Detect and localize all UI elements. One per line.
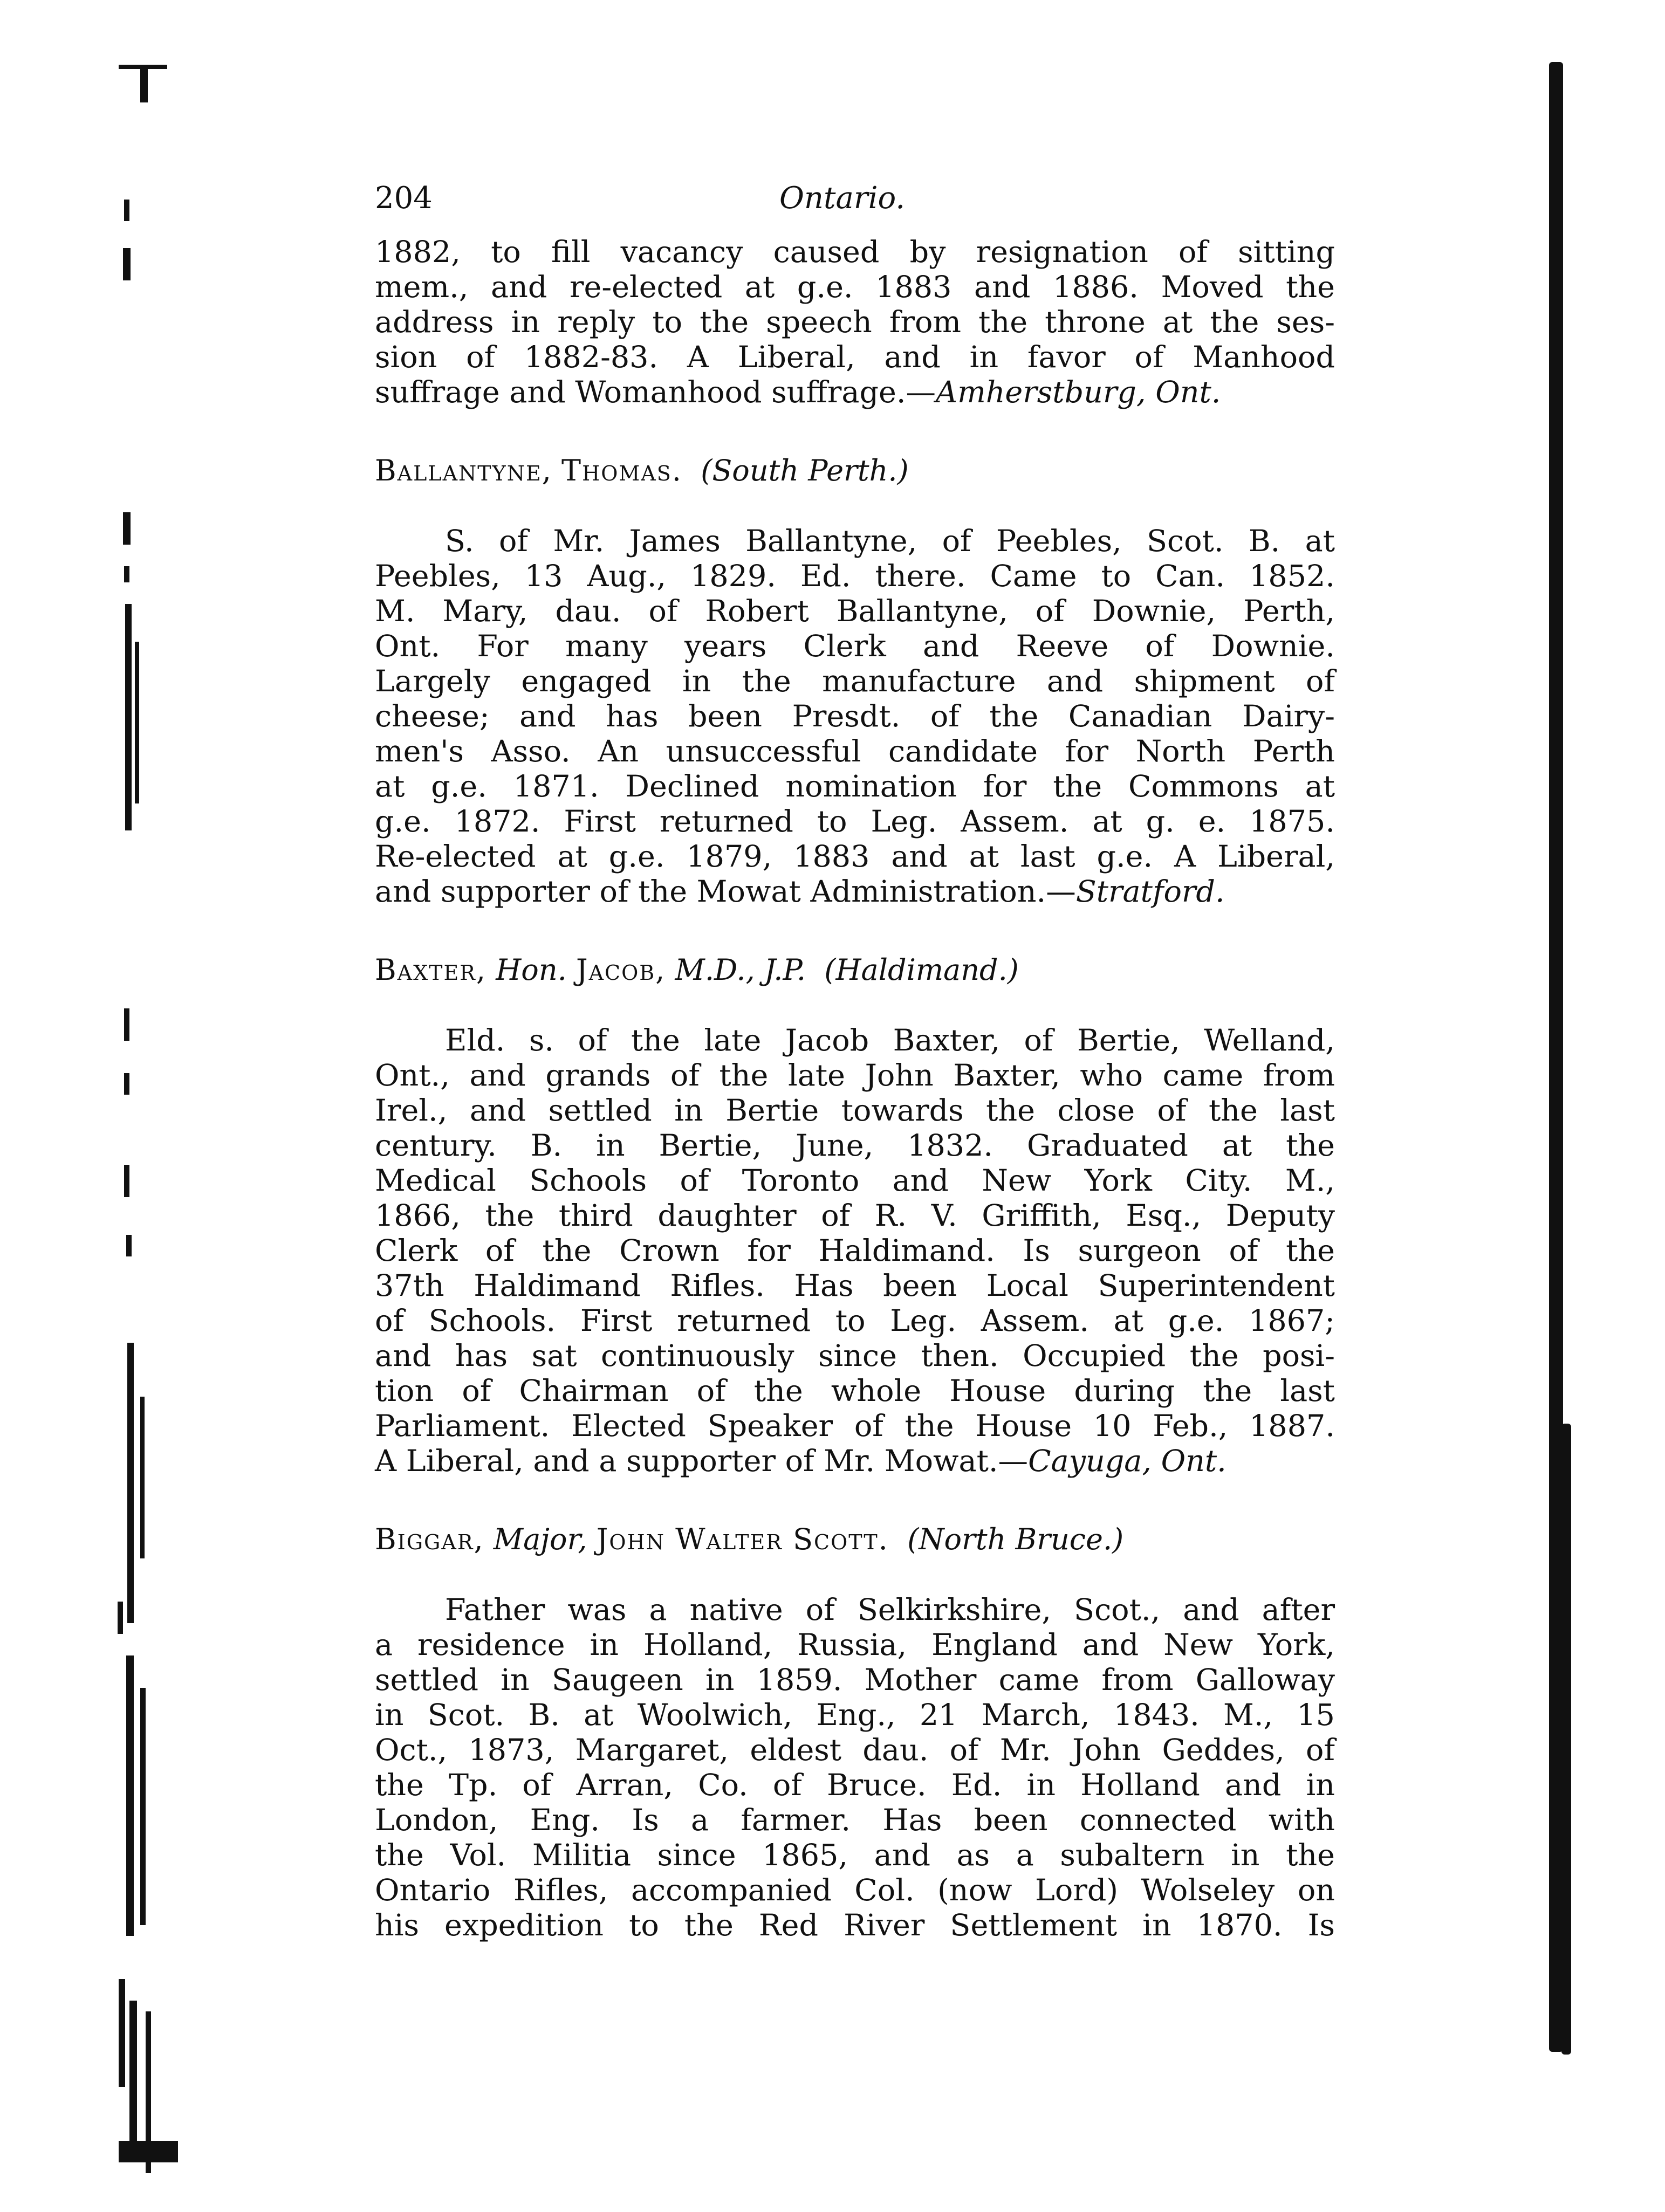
entry-heading-baxter bbox=[375, 952, 1335, 987]
page-title: Ontario. bbox=[779, 181, 906, 216]
text-line: London, Eng. Is a farmer. Has been connected with bbox=[375, 1803, 1335, 1838]
entry-heading-ballantyne bbox=[375, 453, 1335, 488]
scan-right-edge-shadow bbox=[1561, 1424, 1571, 2055]
text-line: Clerk of the Crown for Haldimand. Is surgeon of the bbox=[375, 1233, 1335, 1268]
text-line: Ontario Rifles, accompanied Col. (now Lord) Wolseley on bbox=[375, 1873, 1335, 1908]
page-text-column bbox=[375, 181, 1335, 1943]
entry-body-ballantyne bbox=[375, 524, 1335, 909]
text-line: sion of 1882-83. A Liberal, and in favor of Manhood bbox=[375, 340, 1335, 375]
text-line: Parliament. Elected Speaker of the House 10 Feb., 1887. bbox=[375, 1409, 1335, 1444]
text-line: suffrage and Womanhood suffrage.—Amherstburg, Ont. bbox=[375, 375, 1221, 410]
entry-body-baxter bbox=[375, 1023, 1335, 1479]
page-number: 204 bbox=[375, 181, 433, 216]
entry-given-name: Thomas. bbox=[561, 454, 682, 487]
text-line: Irel., and settled in Bertie towards the close of the last bbox=[375, 1093, 1335, 1128]
text-line: in Scot. B. at Woolwich, Eng., 21 March, 1843. M., 15 bbox=[375, 1698, 1335, 1733]
text-line: century. B. in Bertie, June, 1832. Graduated at the bbox=[375, 1128, 1335, 1163]
entry-title: Major, bbox=[493, 1522, 587, 1556]
text-line: 1866, the third daughter of R. V. Griffith, Esq., Deputy bbox=[375, 1198, 1335, 1233]
text-line: S. of Mr. James Ballantyne, of Peebles, Scot. B. at bbox=[445, 524, 1335, 559]
entry-riding: (South Perth.) bbox=[701, 454, 909, 487]
text-line: Ont., and grands of the late John Baxter, who came from bbox=[375, 1058, 1335, 1093]
text-line: men's Asso. An unsuccessful candidate for North Perth bbox=[375, 734, 1335, 769]
residence: Cayuga, Ont. bbox=[1028, 1444, 1227, 1479]
scan-binding-edge bbox=[108, 59, 194, 2173]
entry-riding: (North Bruce.) bbox=[907, 1522, 1124, 1556]
text-line: 1882, to fill vacancy caused by resignation of sitting bbox=[375, 235, 1335, 270]
text-line: 37th Haldimand Rifles. Has been Local Superintendent bbox=[375, 1268, 1335, 1303]
text-line: his expedition to the Red River Settlement in 1870. Is bbox=[375, 1908, 1335, 1943]
text-line: and has sat continuously since then. Occupied the posi- bbox=[375, 1338, 1335, 1373]
entry-surname: Ballantyne, bbox=[375, 454, 552, 487]
text-line: g.e. 1872. First returned to Leg. Assem. at g. e. 1875. bbox=[375, 804, 1335, 839]
entry-title: Hon. bbox=[496, 953, 567, 987]
text-line: settled in Saugeen in 1859. Mother came from Galloway bbox=[375, 1663, 1335, 1698]
entry-surname: Baxter, bbox=[375, 953, 487, 987]
text-line: A Liberal, and a supporter of Mr. Mowat.—Cayuga, Ont. bbox=[375, 1444, 1227, 1479]
text-line: Re-elected at g.e. 1879, 1883 and at last g.e. A Liberal, bbox=[375, 839, 1335, 874]
text-line: the Vol. Militia since 1865, and as a subaltern in the bbox=[375, 1838, 1335, 1873]
text-line: Largely engaged in the manufacture and shipment of bbox=[375, 664, 1335, 699]
text-line: Father was a native of Selkirkshire, Scot., and after bbox=[445, 1592, 1335, 1627]
residence: Stratford. bbox=[1075, 874, 1225, 909]
entry-honors: M.D., J.P. bbox=[675, 953, 806, 987]
entry-given-name: Jacob, bbox=[575, 953, 666, 987]
text-line: Peebles, 13 Aug., 1829. Ed. there. Came to Can. 1852. bbox=[375, 559, 1335, 594]
text-line: and supporter of the Mowat Administration.—Stratford. bbox=[375, 874, 1225, 909]
entry-body-biggar bbox=[375, 1592, 1335, 1943]
text-line: mem., and re-elected at g.e. 1883 and 1886. Moved the bbox=[375, 270, 1335, 305]
entry-riding: (Haldimand.) bbox=[824, 953, 1019, 987]
text-line: M. Mary, dau. of Robert Ballantyne, of Downie, Perth, bbox=[375, 594, 1335, 629]
text-line: of Schools. First returned to Leg. Assem. at g.e. 1867; bbox=[375, 1303, 1335, 1338]
text-line: Medical Schools of Toronto and New York City. M., bbox=[375, 1163, 1335, 1198]
entry-given-name: John Walter Scott. bbox=[596, 1522, 889, 1556]
continuation-paragraph bbox=[375, 235, 1335, 410]
text-line: at g.e. 1871. Declined nomination for the Commons at bbox=[375, 769, 1335, 804]
text-line: tion of Chairman of the whole House during the last bbox=[375, 1373, 1335, 1409]
entry-surname: Biggar, bbox=[375, 1522, 484, 1556]
text-line: Eld. s. of the late Jacob Baxter, of Bertie, Welland, bbox=[445, 1023, 1335, 1058]
text-line: Oct., 1873, Margaret, eldest dau. of Mr. John Geddes, of bbox=[375, 1733, 1335, 1768]
text-line: address in reply to the speech from the throne at the ses- bbox=[375, 305, 1335, 340]
text-line: Ont. For many years Clerk and Reeve of Downie. bbox=[375, 629, 1335, 664]
text-line: cheese; and has been Presdt. of the Canadian Dairy- bbox=[375, 699, 1335, 734]
residence: Amherstburg, Ont. bbox=[935, 375, 1221, 410]
text-line: the Tp. of Arran, Co. of Bruce. Ed. in Holland and in bbox=[375, 1768, 1335, 1803]
running-head bbox=[375, 181, 1335, 235]
entry-heading-biggar bbox=[375, 1522, 1335, 1557]
text-line: a residence in Holland, Russia, England and New York, bbox=[375, 1627, 1335, 1663]
